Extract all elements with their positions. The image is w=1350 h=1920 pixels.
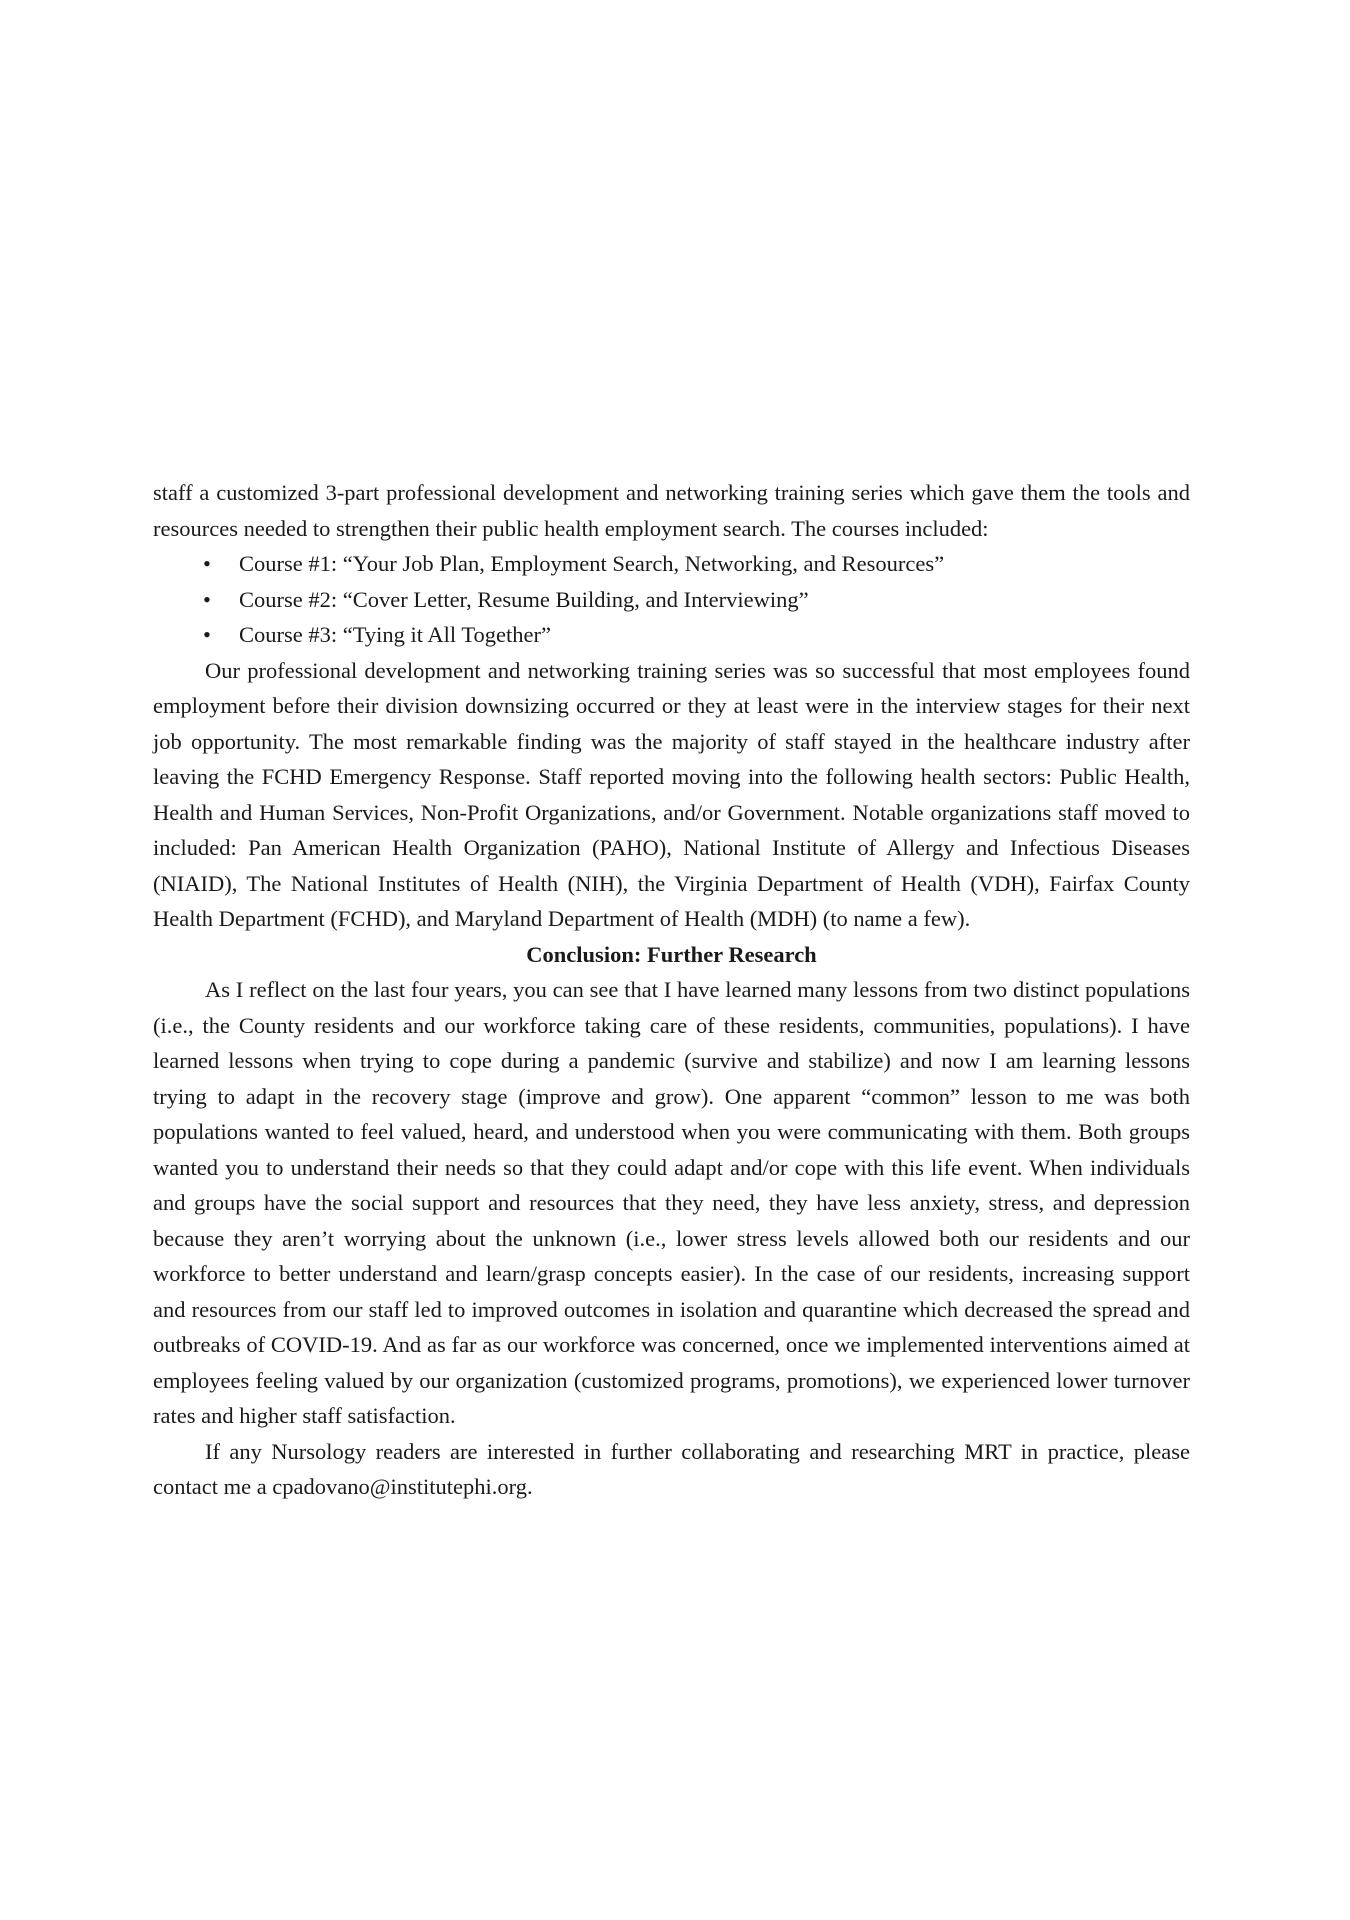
intro-paragraph: staff a customized 3-part professional development and networking training series which gave them the tools and resources needed to strengthen their public health employment search. The courses included: <box>153 480 1190 541</box>
contact-paragraph: If any Nursology readers are interested in further collaborating and researching MRT in practice, please contact me a cpadovano@institutephi.org. <box>153 1438 1190 1499</box>
course-list <box>153 546 1190 653</box>
course-item-3: • Course #3: “Tying it All Together” <box>239 617 1190 653</box>
outcome-paragraph: Our professional development and networking training series was so successful that most employees found employment before their division downsizing occurred or they at least were in the interview stages for their next job opportunity. The most remarkable finding was the majority of staff stayed in the healthcare industry after leaving the FCHD Emergency Response. Staff reported moving into the following health sectors: Public Health, Health and Human Services, Non-Profit Organizations, and/or Government. Notable organizations staff moved to included: Pan American Health Organization (PAHO), National Institute of Allergy and Infectious Diseases (NIAID), The National Institutes of Health (NIH), the Virginia Department of Health (VDH), Fairfax County Health Department (FCHD), and Maryland Department of Health (MDH) (to name a few). <box>153 657 1190 931</box>
course-item-1: • Course #1: “Your Job Plan, Employment Search, Networking, and Resources” <box>239 546 1190 582</box>
conclusion-paragraph: As I reflect on the last four years, you can see that I have learned many lessons from two distinct populations (i.e., the County residents and our workforce taking care of these residents, communities, populations). I have learned lessons when trying to cope during a pandemic (survive and stabilize) and now I am learning lessons trying to adapt in the recovery stage (improve and grow). One apparent “common” lesson to me was both populations wanted to feel valued, heard, and understood when you were communicating with them. Both groups wanted you to understand their needs so that they could adapt and/or cope with this life event. When individuals and groups have the social support and resources that they need, they have less anxiety, stress, and depression because they aren’t worrying about the unknown (i.e., lower stress levels allowed both our residents and our workforce to better understand and learn/grasp concepts easier). In the case of our residents, increasing support and resources from our staff led to improved outcomes in isolation and quarantine which decreased the spread and outbreaks of COVID-19. And as far as our workforce was concerned, once we implemented interventions aimed at employees feeling valued by our organization (customized programs, promotions), we experienced lower turnover rates and higher staff satisfaction. <box>153 977 1190 1428</box>
course-item-2: • Course #2: “Cover Letter, Resume Building, and Interviewing” <box>239 582 1190 618</box>
conclusion-heading: Conclusion: Further Research <box>526 941 817 967</box>
page-body <box>153 475 1190 1505</box>
